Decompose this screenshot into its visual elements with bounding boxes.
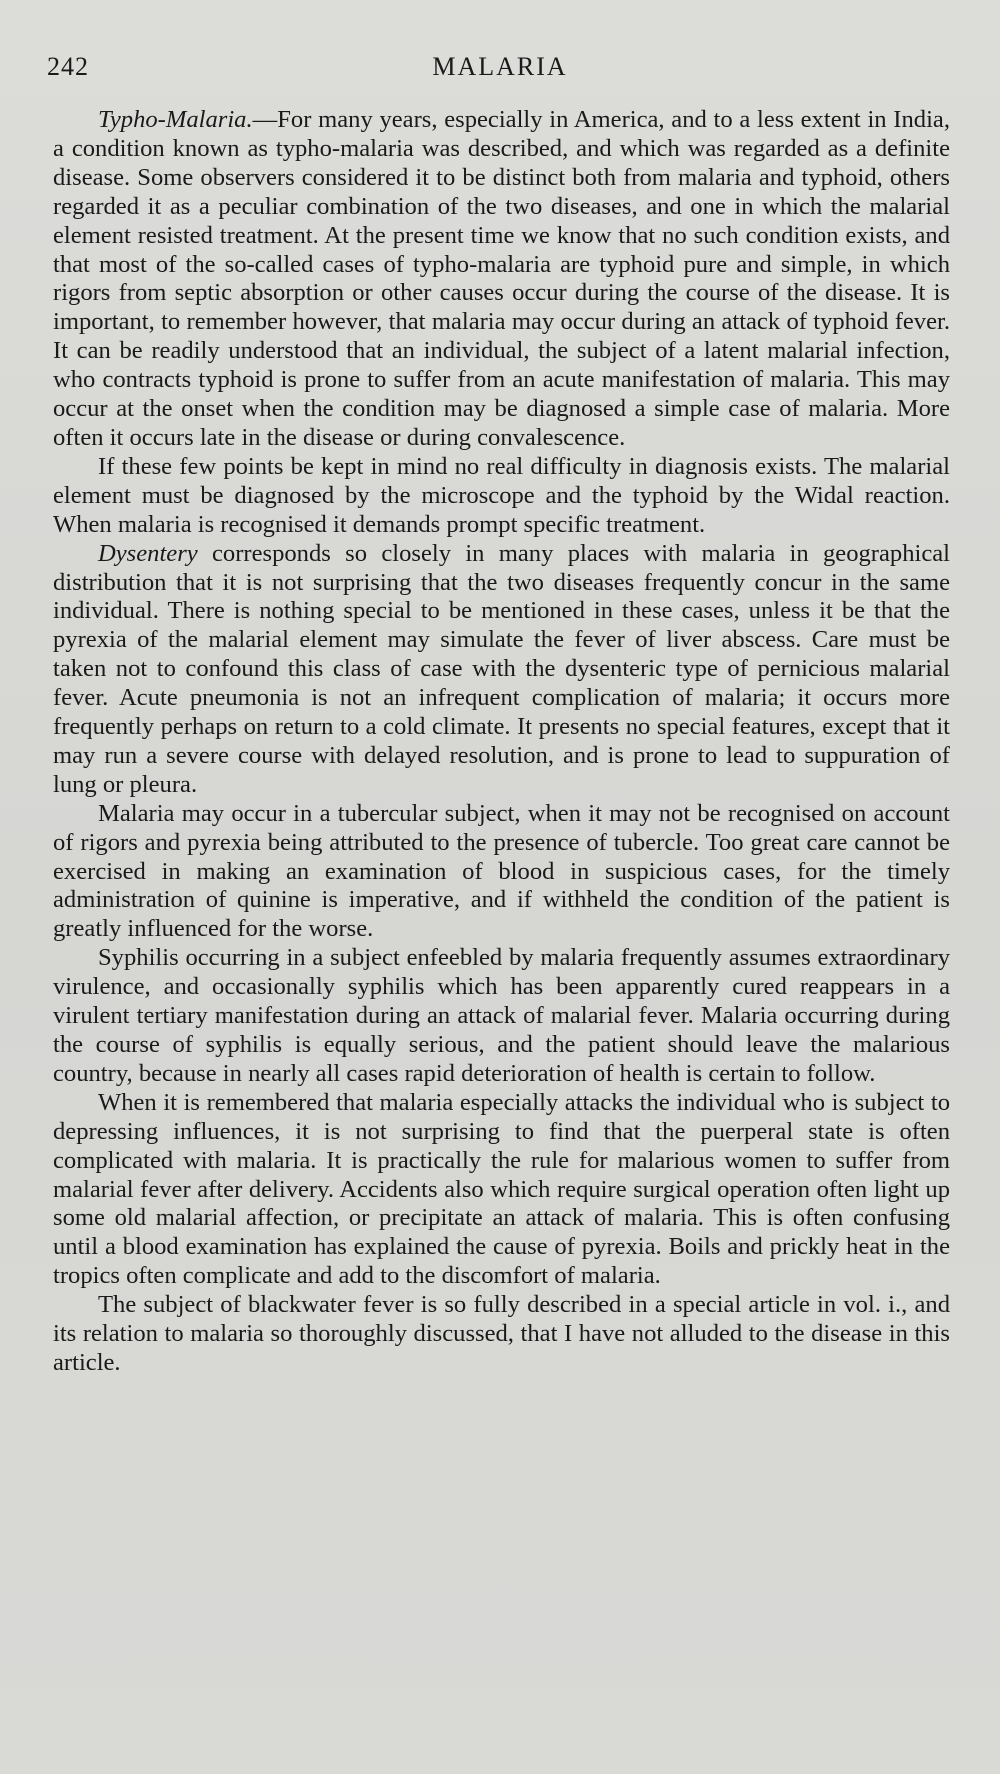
lead-term-dysentery: Dysentery — [98, 539, 198, 567]
paragraph-text: If these few points be kept in mind no real difficulty in diagnosis exists. The malarial element must be diagnosed by the microscope and the typhoid by the Widal reaction. When malaria is recognised it demands prompt specific treatment. — [53, 452, 950, 538]
page-number: 242 — [47, 52, 89, 81]
paragraph-text: When it is remembered that malaria especially attacks the individual who is subject to depressing influences, it is not surprising to find that the puerperal state is often complicated with malaria. It is practically the rule for malarious women to suffer from malarial fever after delivery. Accidents also which require surgical operation often light up some old malarial affection, or precipitate an attack of malaria. This is often confusing until a blood examination has explained the cause of pyrexia. Boils and prickly heat in the tropics often complicate and add to the discomfort of malaria. — [53, 1088, 950, 1290]
paragraph-syphilis — [53, 944, 950, 1089]
running-title: MALARIA — [432, 52, 568, 81]
running-head — [47, 52, 953, 92]
paragraph-blackwater — [53, 1291, 950, 1378]
paragraph-puerperal — [53, 1089, 950, 1291]
paragraph-text: Malaria may occur in a tubercular subject, when it may not be recognised on account of rigors and pyrexia being attributed to the presence of tubercle. Too great care cannot be exercised in making an examination of blood in suspicious cases, for the timely administration of quinine is imperative, and if withheld the condition of the patient is greatly influenced for the worse. — [53, 799, 950, 943]
paragraph-tubercular — [53, 800, 950, 945]
body-text — [53, 106, 950, 1378]
paragraph-text: The subject of blackwater fever is so fully described in a special article in vol. i., and its relation to malaria so thoroughly discussed, that I have not alluded to the disease in this article. — [53, 1291, 950, 1376]
paragraph-text: Syphilis occurring in a subject enfeebled by malaria frequently assumes extraordinary virulence, and occasionally syphilis which has been apparently cured reappears in a virulent tertiary manifestation during an attack of malarial fever. Malaria occurring during the course of syphilis is equally serious, and the patient should leave the malarious country, because in nearly all cases rapid deterioration of health is certain to follow. — [53, 944, 950, 1087]
paragraph-typho-malaria — [53, 106, 950, 453]
paragraph-text: —For many years, especially in America, and to a less extent in India, a condition known as typho-malaria was described, and which was regarded as a definite disease. Some observers considered it to be distinct both from malaria and typhoid, others regarded it as a peculiar combination of the two diseases, and one in which the malarial element resisted treatment. At the present time we know that no such condition exists, and that most of the so-called cases of typho-malaria are typhoid pure and simple, in which rigors from septic absorption or other causes occur during the course of the disease. It is important, to remember however, that malaria may occur during an attack of typhoid fever. It can be readily understood that an individual, the subject of a latent malarial infection, who contracts typhoid is prone to suffer from an acute manifestation of malaria. This may occur at the onset when the condition may be diagnosed a simple case of malaria. More often it occurs late in the disease or during convalescence. — [53, 106, 950, 451]
paragraph-text: corresponds so closely in many places with malaria in geographical distribution that it is not surprising that the two diseases frequently concur in the same individual. There is nothing special to be mentioned in these cases, unless it be that the pyrexia of the malarial element may simulate the fever of liver abscess. Care must be taken not to confound this class of case with the dysenteric type of pernicious malarial fever. Acute pneumonia is not an infrequent complication of malaria; it occurs more frequently perhaps on return to a cold climate. It presents no special features, except that it may run a severe course with delayed resolution, and is prone to lead to suppuration of lung or pleura. — [53, 539, 950, 798]
paragraph-diagnosis — [53, 453, 950, 540]
paragraph-dysentery — [53, 540, 950, 800]
lead-term-typho-malaria: Typho-Malaria. — [98, 106, 253, 133]
